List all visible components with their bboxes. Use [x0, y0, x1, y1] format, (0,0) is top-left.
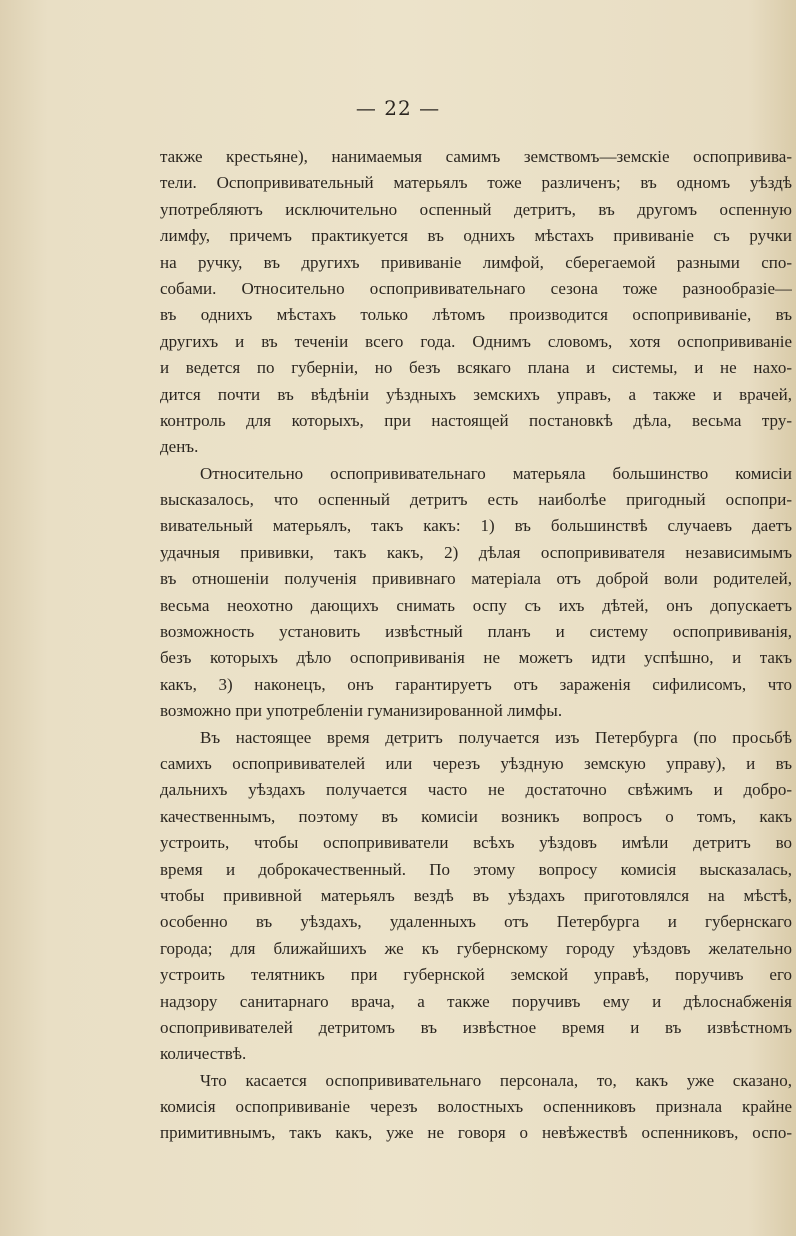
text-line: города; для ближайшихъ же къ губернскому городу уѣздовъ желательно [160, 938, 792, 958]
text-line: Относительно оспопрививательнаго матерьяла большинство комисіи [200, 463, 792, 483]
text-line: безъ которыхъ дѣло оспопрививанія не можетъ идти успѣшно, и такъ [160, 648, 792, 668]
text-line: оспопрививателей детритомъ въ извѣстное время и въ извѣстномъ [160, 1017, 792, 1037]
text-line: Въ настоящее время детритъ получается изъ Петербурга (по просьбѣ [200, 727, 792, 747]
text-line: чтобы прививной матерьялъ вездѣ въ уѣздахъ приготовлялся на мѣстѣ, [160, 885, 792, 905]
page-number: — 22 — [355, 96, 441, 120]
text-line: собами. Относительно оспопрививательнаго сезона тоже разнообразіе— [160, 278, 792, 298]
text-line: количествѣ. [160, 1044, 247, 1064]
text-line: самихъ оспопрививателей или черезъ уѣздную земскую управу), и въ [160, 753, 792, 773]
text-line: комисія оспопрививаніе черезъ волостныхъ оспенниковъ признала крайне [160, 1097, 792, 1117]
body-text [160, 144, 792, 1147]
text-line: денъ. [160, 437, 199, 457]
text-line: и ведется по губерніи, но безъ всякаго плана и системы, и не нахо- [160, 358, 792, 378]
text-line: Что касается оспопрививательнаго персонала, то, какъ уже сказано, [200, 1070, 792, 1090]
text-line: на ручку, въ другихъ прививаніе лимфой, сберегаемой разными спо- [160, 252, 792, 272]
text-line: употребляютъ исключительно оспенный детритъ, въ другомъ оспенную [160, 199, 792, 219]
text-line: контроль для которыхъ, при настоящей постановкѣ дѣла, весьма тру- [160, 410, 792, 430]
text-line: устроить, чтобы оспопрививатели всѣхъ уѣздовъ имѣли детритъ во [160, 833, 792, 853]
text-line: устроить телятникъ при губернской земской управѣ, поручивъ его [160, 965, 792, 985]
text-line: возможно при употребленіи гуманизированной лимфы. [160, 701, 563, 721]
text-line: также крестьяне), нанимаемыя самимъ земствомъ—земскіе оспопривива- [160, 147, 792, 166]
text-line: надзору санитарнаго врача, а также поручивъ ему и дѣлоснабженія [160, 991, 792, 1011]
text-line: качественнымъ, поэтому въ комисіи возникъ вопросъ о томъ, какъ [160, 806, 792, 826]
text-line: дится почти въ вѣдѣніи уѣздныхъ земскихъ управъ, а также и врачей, [160, 384, 792, 404]
text-line: весьма неохотно дающихъ снимать оспу съ ихъ дѣтей, онъ допускаетъ [160, 595, 792, 615]
text-line: дальнихъ уѣздахъ получается часто не достаточно свѣжимъ и добро- [160, 780, 792, 800]
text-line: въ отношеніи полученія прививнаго матеріала отъ доброй воли родителей, [160, 569, 792, 589]
text-line: высказалось, что оспенный детритъ есть наиболѣе пригодный оспопри- [160, 490, 792, 510]
text-line: примитивнымъ, такъ какъ, уже не говоря о невѣжествѣ оспенниковъ, оспо- [160, 1123, 792, 1143]
text-line: особенно въ уѣздахъ, удаленныхъ отъ Петербурга и губернскаго [160, 912, 792, 932]
text-line: какъ, 3) наконецъ, онъ гарантируетъ отъ зараженія сифилисомъ, что [160, 674, 792, 694]
text-line: другихъ и въ теченіи всего года. Однимъ словомъ, хотя оспопрививаніе [160, 331, 792, 351]
text-line: лимфу, причемъ практикуется въ однихъ мѣстахъ прививаніе съ ручки [160, 226, 792, 246]
text-line: въ однихъ мѣстахъ только лѣтомъ производится оспопрививаніе, въ [160, 305, 792, 325]
text-line: вивательный матерьялъ, такъ какъ: 1) въ большинствѣ случаевъ даетъ [160, 516, 792, 536]
text-line: возможность установить извѣстный планъ и систему оспопрививанія, [160, 622, 792, 642]
text-line: тели. Оспопрививательный матерьялъ тоже различенъ; въ одномъ уѣздѣ [160, 173, 792, 193]
text-line: удачныя прививки, такъ какъ, 2) дѣлая оспопрививателя независимымъ [160, 542, 792, 562]
text-line: время и доброкачественный. По этому вопросу комисія высказалась, [160, 859, 792, 879]
